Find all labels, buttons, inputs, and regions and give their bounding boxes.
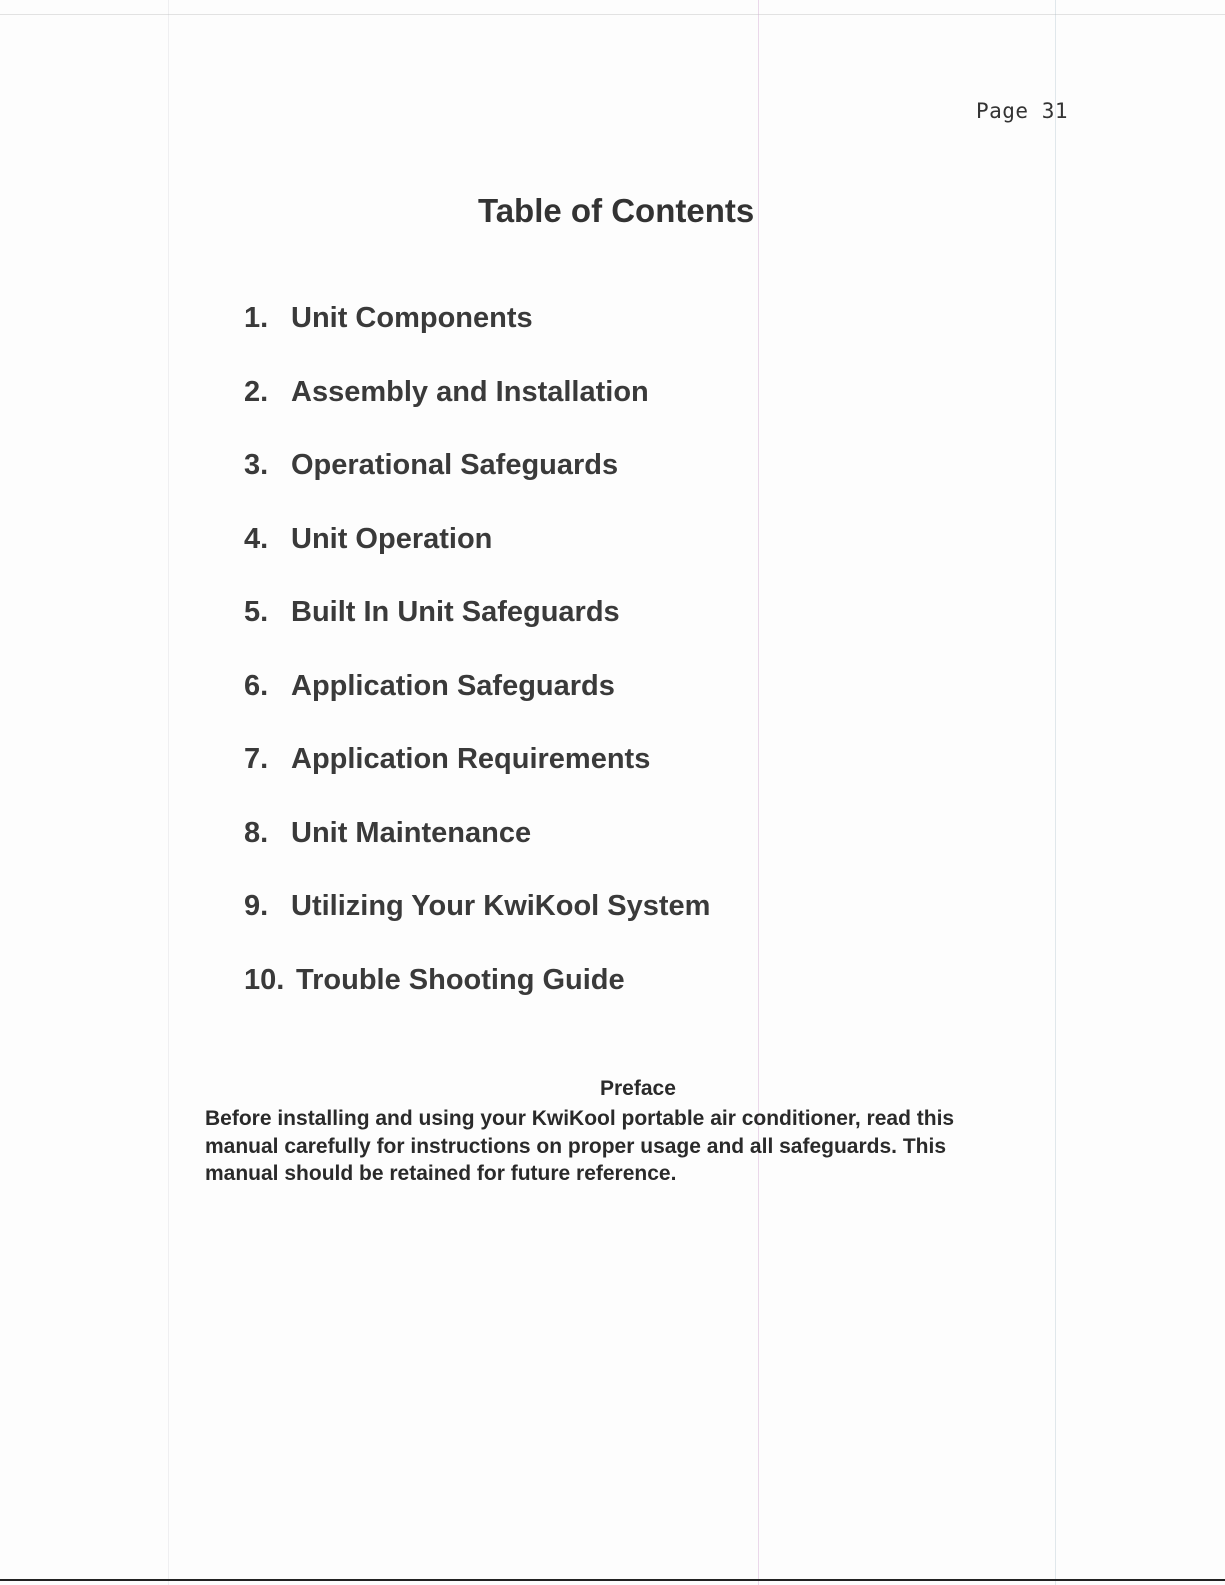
toc-item-label: Unit Components — [291, 302, 533, 334]
toc-item-label: Unit Operation — [291, 522, 493, 555]
toc-item — [244, 376, 710, 450]
scan-edge-top — [0, 14, 1225, 15]
scan-edge-bottom — [0, 1579, 1225, 1581]
preface-line: manual should be retained for future reference. — [205, 1162, 677, 1185]
toc-item — [244, 817, 710, 891]
toc-item — [244, 523, 710, 597]
toc-item-label: Unit Maintenance — [291, 816, 532, 849]
toc-list — [244, 302, 710, 1037]
toc-item-label: Built In Unit Safeguards — [291, 596, 620, 628]
toc-item-number: 7. — [244, 743, 269, 775]
toc-item — [244, 449, 710, 523]
scan-artifact-line — [758, 0, 759, 1585]
toc-item-number: 5. — [244, 596, 269, 628]
preface-line: manual carefully for instructions on proper usage and all safeguards. This — [205, 1134, 946, 1158]
toc-item-number: 1. — [244, 302, 269, 334]
toc-item-number: 2. — [244, 375, 269, 408]
toc-item-label: Application Requirements — [291, 743, 651, 775]
preface-line: Before installing and using your KwiKool portable air conditioner, read this — [205, 1107, 955, 1130]
toc-item — [244, 890, 710, 964]
toc-item — [244, 964, 710, 1038]
page-number: Page 31 — [976, 99, 1069, 123]
toc-item — [244, 743, 710, 817]
toc-item-label: Utilizing Your KwiKool System — [291, 890, 711, 922]
toc-item-label: Trouble Shooting Guide — [296, 963, 625, 996]
toc-item-label: Operational Safeguards — [291, 449, 619, 481]
scan-artifact-line — [168, 0, 169, 1585]
scan-artifact-line — [1055, 0, 1056, 1585]
toc-item-number: 4. — [244, 522, 269, 555]
preface-title: Preface — [600, 1077, 676, 1100]
toc-item-number: 8. — [244, 816, 269, 849]
toc-item-label: Application Safeguards — [291, 669, 615, 702]
toc-item-number: 9. — [244, 890, 269, 922]
toc-item — [244, 596, 710, 670]
toc-item-number: 3. — [244, 449, 269, 481]
toc-item-number: 6. — [244, 669, 269, 702]
preface-body — [205, 1105, 1085, 1188]
toc-item-label: Assembly and Installation — [291, 375, 649, 408]
toc-item — [244, 670, 710, 744]
toc-title: Table of Contents — [478, 192, 755, 229]
toc-item — [244, 302, 710, 376]
toc-item-number: 10. — [244, 963, 285, 996]
